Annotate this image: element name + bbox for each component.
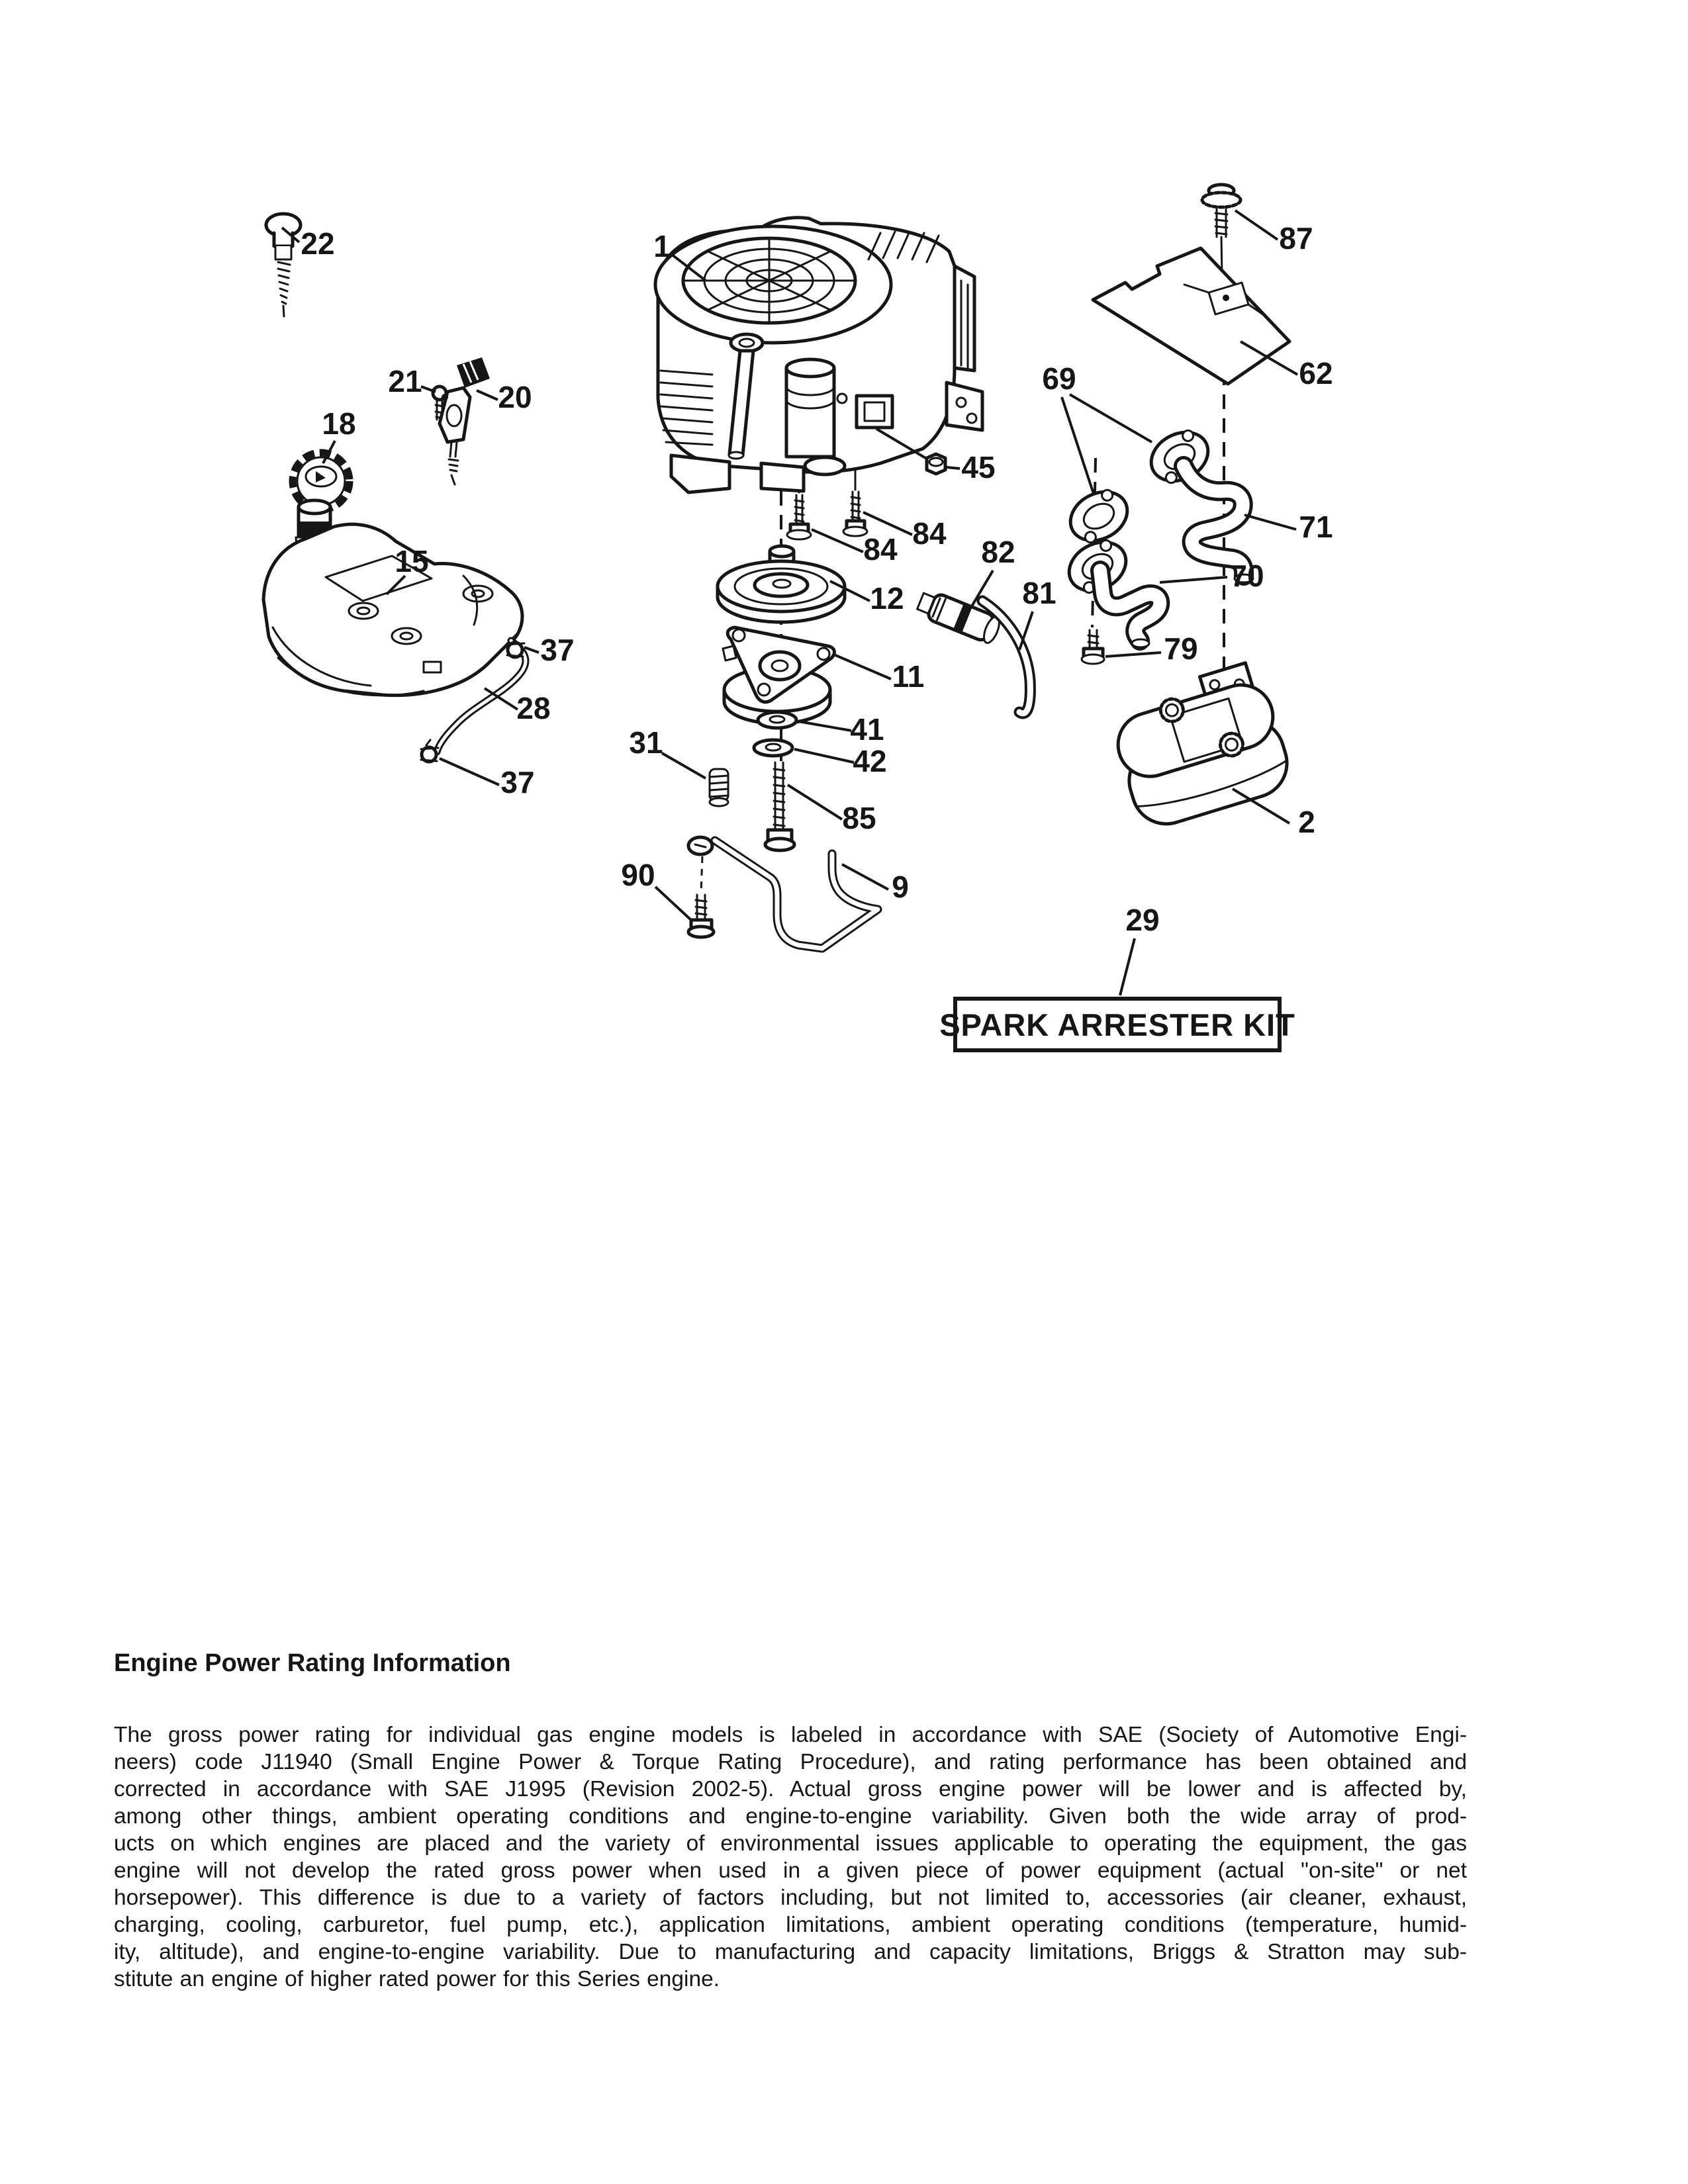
leader-line-90 [655, 887, 692, 921]
callout-31: 31 [629, 725, 663, 760]
callout-20: 20 [498, 380, 532, 414]
washer-42 [754, 740, 792, 756]
pulley-12 [718, 546, 845, 622]
leader-line-71 [1244, 515, 1296, 529]
callout-70: 70 [1230, 559, 1264, 593]
paragraph-line: neers) code J11940 (Small Engine Power & Torque Rating Procedure), and rating performance has been obtained and [114, 1750, 1467, 1774]
callout-37: 37 [540, 633, 575, 667]
leader-line-69 [1062, 397, 1094, 494]
bolt-85 [765, 762, 794, 850]
leader-line-11 [835, 655, 891, 679]
leader-line-84 [863, 512, 912, 535]
paragraph-line: horsepower). This difference is due to a variety of factors including, but not limited to, accessories (air cleaner, exhaust, [114, 1886, 1467, 1910]
fuel-tank-15 [263, 524, 522, 696]
callout-84: 84 [912, 516, 947, 551]
bolt-79 [1082, 630, 1104, 664]
callout-12: 12 [870, 581, 904, 615]
callout-15: 15 [395, 544, 429, 578]
callout-69: 69 [1042, 361, 1076, 396]
leader-line-69 [1070, 394, 1152, 442]
fuel-valve-82 [915, 587, 1003, 646]
leader-line-45 [947, 467, 960, 469]
callout-1: 1 [653, 229, 671, 263]
paragraph-line: ity, altitude), and engine-to-engine variability. Due to manufacturing and capacity limitations, Briggs & Stratton may sub- [114, 1940, 1467, 1964]
callout-85: 85 [842, 801, 876, 835]
paragraph-line: The gross power rating for individual gas engine models is labeled in accordance with SAE (Society of Automotive Engi- [114, 1723, 1467, 1747]
leader-line-87 [1235, 210, 1278, 240]
paragraph-line: engine will not develop the rated gross power when used in a given piece of power equipment (actual "on-site" or net [114, 1858, 1467, 1883]
section-heading: Engine Power Rating Information [114, 1649, 511, 1677]
paragraph-line: stitute an engine of higher rated power for this Series engine. [114, 1967, 720, 1991]
spark-arrester-kit-box: SPARK ARRESTER KIT [953, 997, 1282, 1052]
callout-37: 37 [500, 765, 535, 799]
control-lever-20 [440, 357, 490, 484]
leader-line-31 [662, 753, 706, 778]
leader-line-70 [1160, 577, 1227, 582]
bolt-90 [688, 895, 714, 937]
paragraph-line: charging, cooling, carburetor, fuel pump, etc.), application limitations, ambient operating conditions (temperature, humid- [114, 1913, 1467, 1937]
callout-45: 45 [961, 450, 996, 484]
callout-79: 79 [1164, 631, 1198, 666]
leader-line-41 [798, 721, 851, 731]
callout-22: 22 [301, 226, 335, 261]
heat-shield-62 [1093, 248, 1289, 384]
leader-line-20 [477, 390, 498, 400]
leader-line-79 [1105, 653, 1161, 657]
callout-11: 11 [892, 659, 925, 694]
callout-21: 21 [388, 364, 422, 398]
callout-41: 41 [850, 712, 884, 747]
callout-90: 90 [621, 858, 655, 892]
bolt-84-right [843, 492, 867, 536]
callout-84: 84 [863, 532, 898, 567]
gasket-69-b [1062, 482, 1135, 550]
muffler-2 [1105, 659, 1295, 832]
callout-28: 28 [516, 691, 551, 725]
callout-82: 82 [981, 535, 1015, 569]
hose-clamp-37-lower [421, 740, 438, 762]
leader-line-42 [794, 749, 854, 762]
callout-42: 42 [853, 744, 887, 778]
leader-line-37 [440, 758, 499, 785]
callout-87: 87 [1279, 221, 1313, 255]
rod-9 [688, 837, 878, 948]
spring-31 [710, 769, 728, 806]
leader-line-29 [1120, 938, 1135, 995]
leader-line-85 [788, 785, 842, 819]
callout-62: 62 [1299, 356, 1333, 390]
callout-29: 29 [1125, 903, 1160, 937]
engine-1 [655, 218, 982, 492]
callout-2: 2 [1298, 805, 1315, 839]
paragraph-line: corrected in accordance with SAE J1995 (Revision 2002-5). Actual gross engine power will be lower and is affected by, [114, 1777, 1467, 1801]
callout-18: 18 [322, 406, 356, 441]
callout-81: 81 [1022, 576, 1056, 610]
paragraph-line: among other things, ambient operating conditions and engine-to-engine variability. Given both the wide array of prod- [114, 1804, 1467, 1829]
callout-71: 71 [1299, 510, 1333, 544]
nut-45 [927, 454, 945, 474]
exhaust-pipe-70 [1100, 570, 1160, 647]
callout-9: 9 [892, 870, 909, 904]
paragraph-line: ucts on which engines are placed and the variety of environmental issues applicable to operating the equipment, the gas [114, 1831, 1467, 1856]
leader-line-9 [842, 864, 888, 889]
washer-41 [758, 712, 796, 728]
clutch-11 [723, 627, 834, 723]
bolt-84-left [787, 495, 811, 539]
engine-power-rating-section [114, 1649, 1467, 1993]
